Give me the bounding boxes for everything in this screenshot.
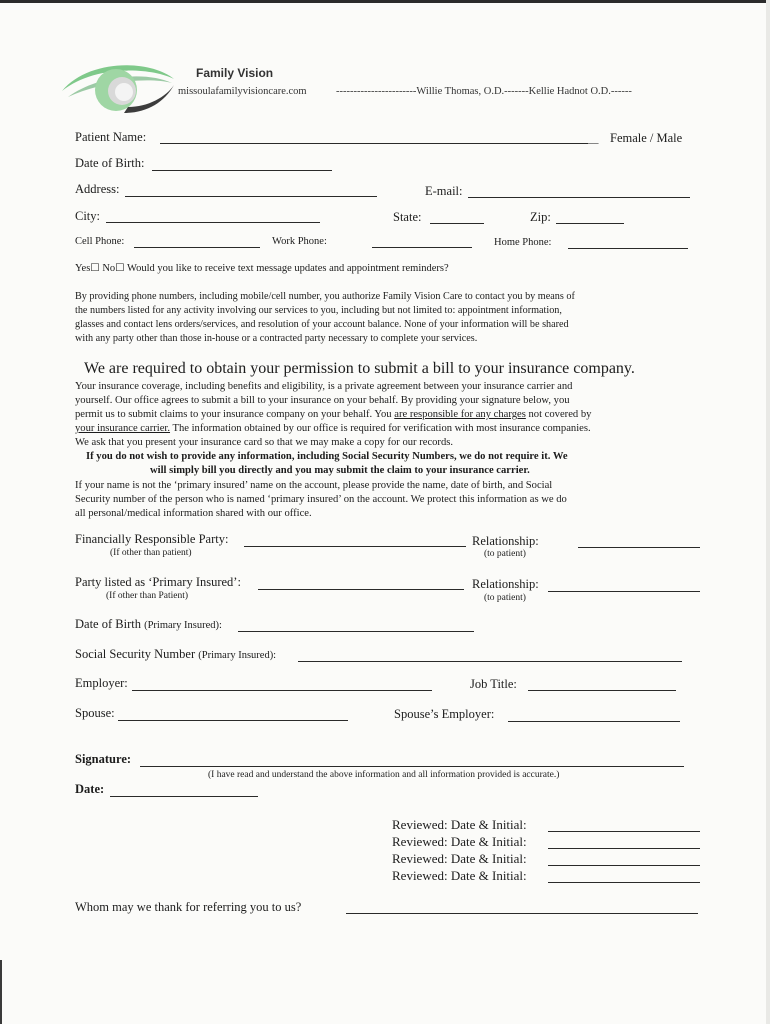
ssn-text: Social Security Number xyxy=(75,647,196,661)
insurance-line-8: all personal/medical information shared with our office. xyxy=(75,508,312,519)
city-label: City: xyxy=(75,209,101,223)
referral-field[interactable] xyxy=(346,913,698,914)
gender-blank: __ xyxy=(588,134,599,145)
reviewed-2-field[interactable] xyxy=(548,848,700,849)
consent-line-3: glasses and contact lens orders/services, and resolution of your account balance. None of your information will be shared xyxy=(75,319,569,330)
text-reminder-question[interactable]: Yes☐ No☐ Would you like to receive text message updates and appointment reminders? xyxy=(75,263,449,274)
website-text: missoulafamilyvisioncare.com xyxy=(178,86,307,97)
relationship2-label: Relationship: xyxy=(472,577,539,591)
consent-line-1: By providing phone numbers, including mobile/cell number, you authorize Family Vision Care to contact you by means of xyxy=(75,291,575,302)
insurance-line-3 xyxy=(75,408,591,422)
spouse-employer-field[interactable] xyxy=(508,721,680,722)
relationship-sub: (to patient) xyxy=(484,549,526,559)
ssn-label xyxy=(75,647,276,662)
state-label: State: xyxy=(393,210,422,224)
home-phone-field[interactable] xyxy=(568,248,688,249)
signature-field[interactable] xyxy=(140,766,684,767)
reviewed-4-field[interactable] xyxy=(548,882,700,883)
insurance-line-7: Security number of the person who is named ‘primary insured’ on the account. We protect this information as we do xyxy=(75,494,567,505)
employer-field[interactable] xyxy=(132,690,432,691)
email-field[interactable] xyxy=(468,197,690,198)
insurance-line-1: Your insurance coverage, including benefits and eligibility, is a private agreement between your insurance carrier and xyxy=(75,381,573,392)
responsible-party-sub: (If other than patient) xyxy=(110,548,192,558)
ssn-field[interactable] xyxy=(298,661,682,662)
relationship-label: Relationship: xyxy=(472,534,539,548)
reviewed-1-label: Reviewed: Date & Initial: xyxy=(392,817,527,832)
insurance-carrier-text: your insurance carrier. xyxy=(75,423,171,434)
insured-dob-field[interactable] xyxy=(238,631,474,632)
referral-label: Whom may we thank for referring you to us? xyxy=(75,900,302,914)
cell-phone-field[interactable] xyxy=(134,247,260,248)
work-phone-label: Work Phone: xyxy=(272,236,327,247)
consent-line-4: with any party other than those in-house or a contracted party necessary to complete your services. xyxy=(75,333,478,344)
consent-line-2: the numbers listed for any activity involving our services to you, including but not limited to: appointment information, xyxy=(75,305,562,316)
date-label: Date: xyxy=(75,782,105,796)
dob-label: Date of Birth: xyxy=(75,156,145,170)
brand-name: Family Vision xyxy=(196,66,274,80)
relationship-field[interactable] xyxy=(578,547,700,548)
insured-dob-label xyxy=(75,617,222,632)
insurance-line-3c: not covered by xyxy=(525,409,592,420)
dob-field[interactable] xyxy=(152,170,332,171)
zip-field[interactable] xyxy=(556,223,624,224)
responsible-charges-text: are responsible for any charges xyxy=(394,409,526,420)
work-phone-field[interactable] xyxy=(372,247,472,248)
insurance-line-2: yourself. Our office agrees to submit a bill to your insurance on your behalf. By providing your signature below, you xyxy=(75,395,570,406)
insurance-line-5: We ask that you present your insurance card so that we may make a copy for our records. xyxy=(75,437,454,448)
job-title-field[interactable] xyxy=(528,690,676,691)
spouse-employer-label: Spouse’s Employer: xyxy=(394,707,495,721)
insured-dob-sub: (Primary Insured): xyxy=(144,620,222,631)
reviewed-3-label: Reviewed: Date & Initial: xyxy=(392,851,527,866)
insurance-title: We are required to obtain your permission to submit a bill to your insurance company. xyxy=(84,360,635,377)
reviewed-3-field[interactable] xyxy=(548,865,700,866)
relationship2-field[interactable] xyxy=(548,591,700,592)
spouse-field[interactable] xyxy=(118,720,348,721)
date-field[interactable] xyxy=(110,796,258,797)
gender-option[interactable]: Female / Male xyxy=(610,131,683,145)
doctors-text: -----------------------Willie Thomas, O.D.-------Kellie Hadnot O.D.------ xyxy=(336,86,632,97)
scan-left-edge xyxy=(0,960,2,1024)
home-phone-label: Home Phone: xyxy=(494,237,552,248)
primary-insured-field[interactable] xyxy=(258,589,464,590)
city-field[interactable] xyxy=(106,222,320,223)
address-label: Address: xyxy=(75,182,120,196)
patient-name-field[interactable] xyxy=(160,143,588,144)
insurance-line-4b: The information obtained by our office is required for verification with most insurance companies. xyxy=(170,423,591,434)
scan-top-edge xyxy=(0,0,770,3)
insurance-line-6: If your name is not the ‘primary insured’ name on the account, please provide the name, date of birth, and Social xyxy=(75,480,553,491)
insured-dob-text: Date of Birth xyxy=(75,617,141,631)
email-label: E-mail: xyxy=(425,184,463,198)
state-field[interactable] xyxy=(430,223,484,224)
insurance-bold-2: will simply bill you directly and you may submit the claim to your insurance carrier. xyxy=(150,465,530,476)
reviewed-4-label: Reviewed: Date & Initial: xyxy=(392,868,527,883)
scan-right-edge xyxy=(766,0,770,1024)
responsible-party-field[interactable] xyxy=(244,546,466,547)
reviewed-1-field[interactable] xyxy=(548,831,700,832)
reviewed-2-label: Reviewed: Date & Initial: xyxy=(392,834,527,849)
signature-label: Signature: xyxy=(75,752,132,766)
employer-label: Employer: xyxy=(75,676,128,690)
job-title-label: Job Title: xyxy=(470,677,517,691)
insurance-bold-1: If you do not wish to provide any information, including Social Security Numbers, we do not require it. We xyxy=(86,451,568,462)
patient-name-label: Patient Name: xyxy=(75,130,147,144)
insurance-line-3a: permit us to submit claims to your insurance company on your behalf. You xyxy=(75,409,395,420)
primary-insured-sub: (If other than Patient) xyxy=(106,591,189,601)
zip-label: Zip: xyxy=(530,210,551,224)
spouse-label: Spouse: xyxy=(75,706,115,720)
address-field[interactable] xyxy=(125,196,377,197)
eye-logo-icon xyxy=(58,57,178,115)
cell-phone-label: Cell Phone: xyxy=(75,236,125,247)
insurance-line-4 xyxy=(75,422,591,436)
signature-acknowledgement: (I have read and understand the above information and all information provided is accurate.) xyxy=(208,770,560,780)
relationship2-sub: (to patient) xyxy=(484,593,526,603)
responsible-party-label: Financially Responsible Party: xyxy=(75,532,229,546)
primary-insured-label: Party listed as ‘Primary Insured’: xyxy=(75,575,241,589)
ssn-sub: (Primary Insured): xyxy=(198,650,277,661)
